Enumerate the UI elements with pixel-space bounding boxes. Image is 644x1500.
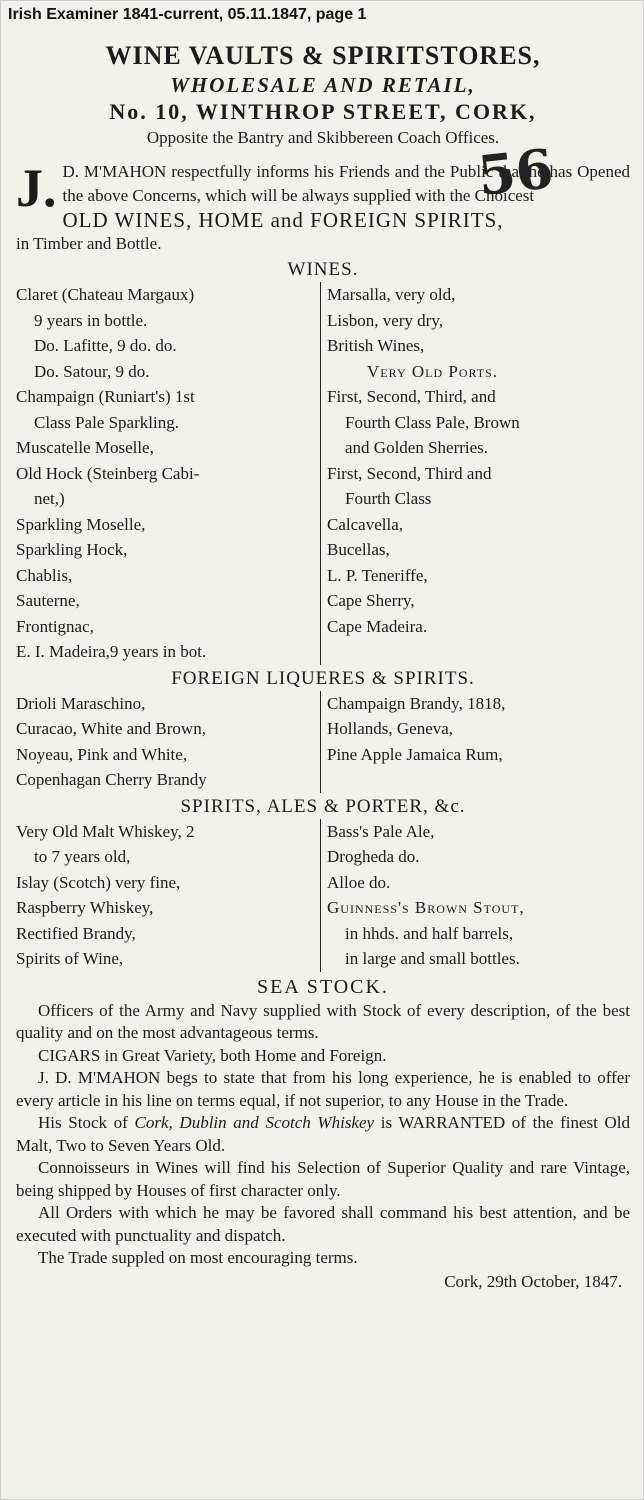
list-item: Do. Satour, 9 do. (34, 361, 150, 381)
list-item: and Golden Sherries. (345, 438, 489, 457)
list-item: Chablis, (16, 565, 73, 585)
list-item: Pine Apple Jamaica Rum, (327, 744, 503, 764)
list-item: First, Second, Third and (327, 463, 492, 483)
whiskey-paragraph (16, 1112, 630, 1157)
trade-paragraph: The Trade suppled on most encouraging terms. (38, 1248, 358, 1267)
list-item: Sparkling Moselle, (16, 514, 146, 534)
list-item: Noyeau, Pink and White, (16, 744, 188, 764)
ad-title: WINE VAULTS & SPIRITSTORES, (105, 41, 541, 70)
list-item: L. P. Teneriffe, (327, 565, 428, 585)
list-item: Fourth Class (345, 489, 432, 508)
ad-subtitle: WHOLESALE AND RETAIL, (170, 73, 476, 97)
sea-stock-heading: SEA STOCK. (257, 975, 389, 998)
dropcap: J. (16, 158, 57, 218)
spirits-left-column (16, 819, 321, 972)
list-item: Alloe do. (327, 872, 391, 892)
wines-left-column (16, 282, 321, 665)
spirits-right-column (321, 819, 630, 972)
list-item: Drioli Maraschino, (16, 693, 146, 713)
list-item: Sauterne, (16, 591, 80, 610)
list-item: net,) (34, 489, 65, 508)
list-item: Claret (Chateau Margaux) (16, 285, 195, 304)
list-item: Very Old Malt Whiskey, 2 (16, 821, 195, 841)
list-item: Champaign Brandy, 1818, (327, 693, 506, 713)
list-item: Hollands, Geneva, (327, 719, 454, 738)
list-item: Muscatelle Moselle, (16, 438, 154, 457)
list-item: Fourth Class Pale, Brown (345, 412, 520, 432)
list-item: in hhds. and half barrels, (345, 923, 514, 943)
list-item: Curacao, White and Brown, (16, 719, 206, 738)
sea-stock-paragraph: Officers of the Army and Navy supplied with Stock of every description, of the best quality and on the most advantageous terms. (16, 1000, 630, 1042)
list-item: 9 years in bottle. (34, 310, 148, 330)
list-item: Spirits of Wine, (16, 949, 124, 968)
list-item: First, Second, Third, and (327, 387, 496, 406)
spirits-heading: SPIRITS, ALES & PORTER, &c. (180, 795, 466, 817)
list-item: Bucellas, (327, 540, 390, 559)
liqueurs-left-column (16, 691, 321, 793)
list-item: Cape Madeira. (327, 616, 428, 636)
list-item: in large and small bottles. (345, 949, 520, 968)
list-item: Cape Sherry, (327, 591, 415, 610)
list-item: Drogheda do. (327, 847, 420, 866)
list-item: Sparkling Hock, (16, 540, 128, 559)
list-item: Islay (Scotch) very fine, (16, 872, 181, 892)
wines-list (16, 282, 630, 665)
list-item: Rectified Brandy, (16, 923, 136, 943)
list-item: E. I. Madeira,9 years in bot. (16, 642, 207, 661)
whiskey-text-end: is WARRANTED of the finest Old Malt, Two to Seven Years Old. (16, 1113, 630, 1155)
intro-highlight: OLD WINES, HOME and FOREIGN SPIRITS, (62, 208, 504, 232)
cigars-paragraph: CIGARS in Great Variety, both Home and Foreign. (38, 1045, 387, 1065)
list-item: Bass's Pale Ale, (327, 821, 435, 841)
intro-text: D. M'MAHON respectfully informs his Friends and the Public that he has Opened the above Concerns, which will be always supplied with the Choicest (62, 162, 630, 205)
list-item: Guinness's Brown Stout, (327, 898, 525, 917)
source-caption: Irish Examiner 1841-current, 05.11.1847, page 1 (8, 6, 367, 23)
list-item: Marsalla, very old, (327, 285, 456, 304)
list-item: Lisbon, very dry, (327, 310, 443, 330)
list-item: Calcavella, (327, 514, 403, 534)
liqueurs-heading: FOREIGN LIQUERES & SPIRITS. (171, 667, 475, 689)
wines-heading: WINES. (287, 259, 359, 280)
spirits-list (16, 819, 630, 972)
list-subheading: Very Old Ports. (367, 361, 499, 381)
list-item: Old Hock (Steinberg Cabi- (16, 463, 200, 483)
list-item: Raspberry Whiskey, (16, 898, 154, 917)
list-item: British Wines, (327, 336, 425, 355)
list-item: Do. Lafitte, 9 do. do. (34, 336, 177, 355)
experience-paragraph: J. D. M'MAHON begs to state that from his long experience, he is enabled to offer every article in his line on terms equal, if not superior, to any House in the Trade. (16, 1068, 630, 1110)
ad-address: No. 10, WINTHROP STREET, CORK, (109, 99, 537, 124)
wines-right-column (321, 282, 630, 665)
whiskey-italic: Cork, Dublin and Scotch Whiskey (134, 1113, 375, 1132)
dateline: Cork, 29th October, 1847. (444, 1271, 622, 1291)
list-item: Class Pale Sparkling. (34, 412, 179, 432)
whiskey-text: His Stock of (38, 1113, 135, 1132)
intro-text-end: in Timber and Bottle. (16, 234, 162, 253)
orders-paragraph: All Orders with which he may be favored shall command his best attention, and be executed with punctuality and dispatch. (16, 1203, 630, 1245)
list-item: Frontignac, (16, 616, 94, 636)
list-item: to 7 years old, (34, 847, 131, 866)
liqueurs-right-column (321, 691, 630, 793)
handwritten-mark: 56 (474, 136, 557, 208)
connoisseurs-paragraph: Connoisseurs in Wines will find his Selection of Superior Quality and rare Vintage, being shipped by Houses of first character only. (16, 1158, 630, 1200)
list-item: Champaign (Runiart's) 1st (16, 387, 195, 406)
advertisement (16, 40, 630, 1294)
list-item: Copenhagan Cherry Brandy (16, 770, 207, 789)
liqueurs-list (16, 691, 630, 793)
ad-location: Opposite the Bantry and Skibbereen Coach Offices. (146, 128, 500, 147)
